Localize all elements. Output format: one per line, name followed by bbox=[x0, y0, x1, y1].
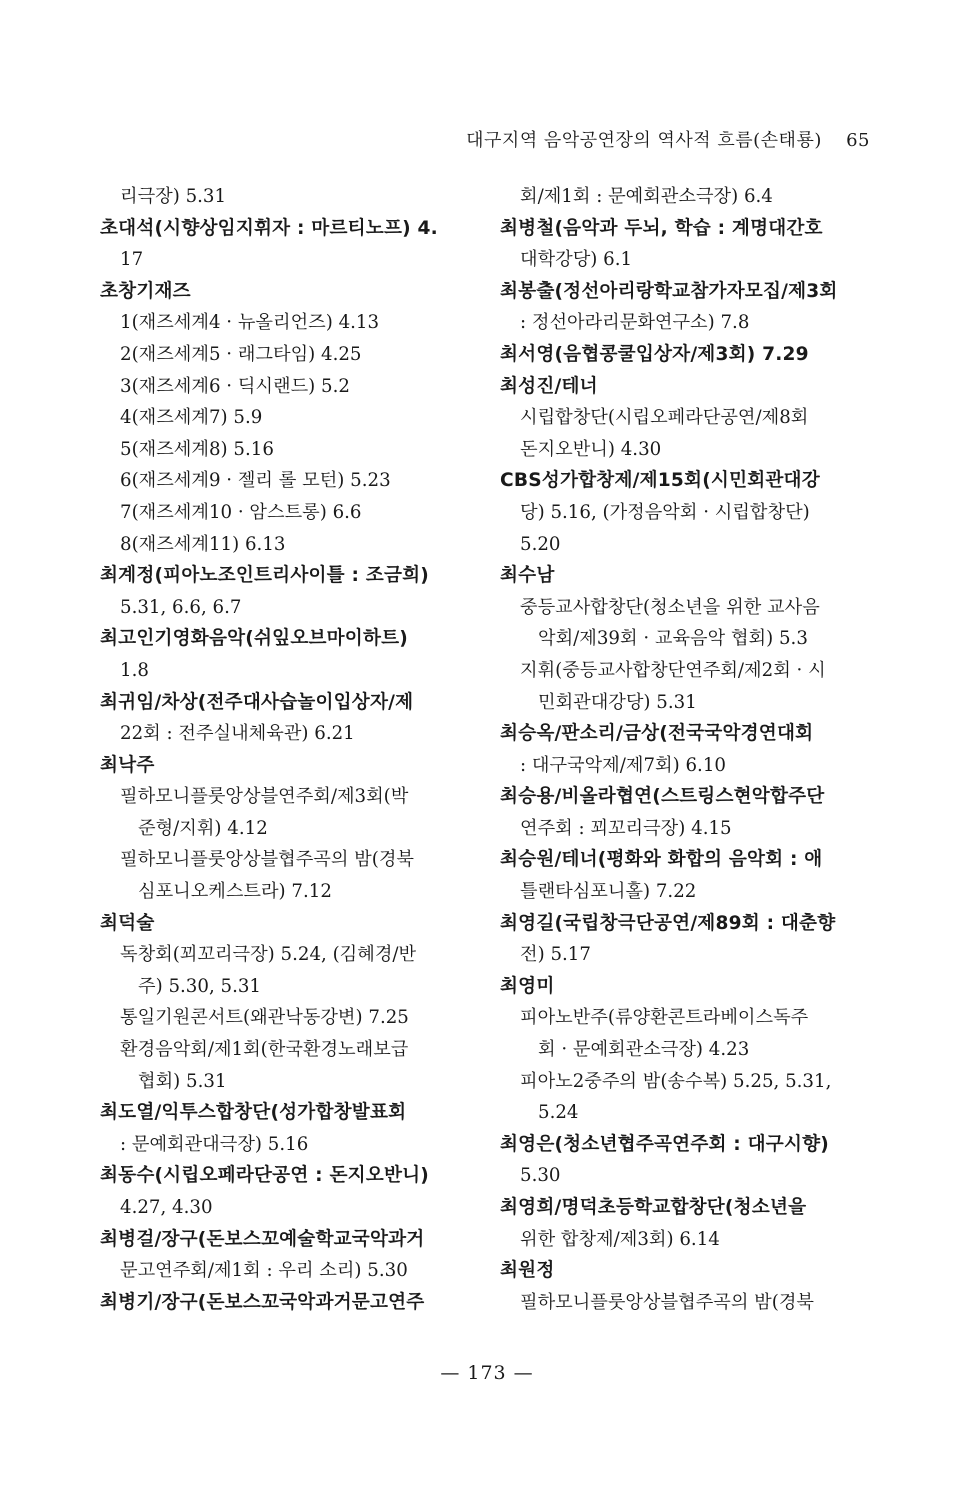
index-entry-line: 8(재즈세계11) 6.13 bbox=[120, 533, 286, 555]
index-entry-heading: 최서영(음협콩쿨입상자/제3회) 7.29 bbox=[500, 343, 809, 365]
index-entry-heading: 최도열/익투스합창단(성가합창발표회 bbox=[100, 1102, 407, 1124]
index-entry-line: 22회 : 전주실내체육관) 6.21 bbox=[120, 723, 355, 745]
index-entry-line: 3(재즈세계6 · 딕시랜드) 5.2 bbox=[120, 375, 350, 397]
header-page-number: 65 bbox=[846, 130, 870, 151]
index-entry-heading: 최수남 bbox=[500, 565, 555, 587]
index-entry-line: 준형/지휘) 4.12 bbox=[138, 817, 268, 839]
index-entry-line: 필하모니플룻앙상블협주곡의 밤(경북 bbox=[120, 849, 414, 871]
index-entry-heading: 초창기재즈 bbox=[100, 280, 191, 302]
index-entry-line: 5.20 bbox=[520, 533, 561, 555]
index-entry-line: 악회/제39회 · 교육음악 협회) 5.3 bbox=[538, 628, 808, 650]
index-entry-line: 7(재즈세계10 · 암스트롱) 6.6 bbox=[120, 501, 362, 523]
index-entry-heading: 최승원/테너(평화와 화합의 음악회 : 애 bbox=[500, 849, 823, 871]
index-entry-heading: 최영미 bbox=[500, 975, 555, 997]
index-entry-heading: 최고인기영화음악(쉬잎오브마이하트) bbox=[100, 628, 408, 650]
index-entry-line: : 문예회관대극장) 5.16 bbox=[120, 1133, 309, 1155]
index-entry-line: 위한 합창제/제3회) 6.14 bbox=[520, 1228, 720, 1250]
index-entry-line: 당) 5.16, (가정음악회 · 시립합창단) bbox=[520, 501, 810, 523]
index-entry-line: 1(재즈세계4 · 뉴올리언즈) 4.13 bbox=[120, 312, 380, 334]
page-footer bbox=[0, 1362, 974, 1384]
index-entry-heading: 최봉출(정선아리랑학교참가자모집/제3회 bbox=[500, 280, 838, 302]
index-entry-heading: 최영희/명덕초등학교합창단(청소년을 bbox=[500, 1197, 807, 1218]
index-entry-heading: 최영길(국립창극단공연/제89회 : 대춘향 bbox=[500, 912, 836, 934]
index-entry-heading: 최병철(음악과 두뇌, 학습 : 계명대간호 bbox=[500, 217, 823, 239]
index-entry-line: 4.27, 4.30 bbox=[120, 1197, 213, 1218]
index-entry-heading: 최계정(피아노조인트리사이틀 : 조금희) bbox=[100, 565, 429, 587]
header-title: 대구지역 음악공연장의 역사적 흐름(손태룡) bbox=[466, 130, 822, 151]
index-entry-heading: 최성진/테너 bbox=[500, 375, 598, 397]
index-entry-line: 시립합창단(시립오페라단공연/제8회 bbox=[520, 407, 809, 429]
index-entry-line: 독창회(꾀꼬리극장) 5.24, (김혜경/반 bbox=[120, 944, 417, 966]
index-entry-heading: 최병기/장구(돈보스꼬국악과거문고연주 bbox=[100, 1291, 425, 1313]
index-entry-line: : 정선아라리문화연구소) 7.8 bbox=[520, 312, 750, 334]
index-entry-line: 6(재즈세계9 · 젤리 롤 모턴) 5.23 bbox=[120, 470, 391, 492]
index-entry-heading: 최원정 bbox=[500, 1260, 555, 1282]
index-entry-line: 대학강당) 6.1 bbox=[520, 249, 633, 271]
index-entry-heading: 최귀임/차상(전주대사습놀이입상자/제 bbox=[100, 691, 414, 713]
index-entry-heading: 최병걸/장구(돈보스꼬예술학교국악과거 bbox=[100, 1228, 425, 1250]
index-entry-line: 리극장) 5.31 bbox=[120, 186, 227, 207]
left-column bbox=[100, 181, 470, 1318]
index-entry-line: 연주회 : 꾀꼬리극장) 4.15 bbox=[520, 817, 732, 839]
index-entry-line: 돈지오반니) 4.30 bbox=[520, 438, 662, 460]
index-entry-heading: CBS성가합창제/제15회(시민회관대강 bbox=[500, 470, 820, 492]
index-entry-line: 문고연주회/제1회 : 우리 소리) 5.30 bbox=[120, 1260, 408, 1282]
index-entry-line: 피아노반주(류양환콘트라베이스독주 bbox=[520, 1007, 809, 1029]
index-entry-line: 필하모니플룻앙상블협주곡의 밤(경북 bbox=[520, 1291, 814, 1313]
index-entry-line: 피아노2중주의 밤(송수복) 5.25, 5.31, bbox=[520, 1070, 832, 1092]
index-entry-line: 필하모니플룻앙상블연주회/제3회(박 bbox=[120, 786, 409, 808]
footer-page-number: — 173 — bbox=[440, 1362, 534, 1384]
index-entry-heading: 초대석(시향상임지휘자 : 마르티노프) 4. bbox=[100, 217, 438, 239]
index-entry-line: 5(재즈세계8) 5.16 bbox=[120, 438, 274, 460]
index-entry-line: 틀랜타심포니홀) 7.22 bbox=[520, 881, 697, 903]
index-entry-line: 통일기원콘서트(왜관낙동강변) 7.25 bbox=[120, 1007, 409, 1029]
index-entry-line: 전) 5.17 bbox=[520, 944, 591, 966]
index-entry-line: 5.24 bbox=[538, 1102, 579, 1124]
index-entry-line: 회 · 문예회관소극장) 4.23 bbox=[538, 1039, 750, 1061]
index-entry-line: 지휘(중등교사합창단연주회/제2회 · 시 bbox=[520, 659, 826, 681]
index-entry-line: 2(재즈세계5 · 래그타임) 4.25 bbox=[120, 343, 362, 365]
index-entry-line: 회/제1회 : 문예회관소극장) 6.4 bbox=[520, 186, 773, 207]
index-entry-line: 심포니오케스트라) 7.12 bbox=[138, 881, 332, 903]
right-column bbox=[500, 181, 870, 1318]
index-entry-heading: 최덕술 bbox=[100, 912, 155, 934]
running-header bbox=[466, 126, 870, 152]
index-entry-heading: 최승용/비올라협연(스트링스현악합주단 bbox=[500, 786, 825, 808]
index-entry-line: 민회관대강당) 5.31 bbox=[538, 691, 697, 713]
index-entry-heading: 최동수(시립오페라단공연 : 돈지오반니) bbox=[100, 1165, 429, 1187]
index-entry-line: 17 bbox=[120, 249, 144, 271]
index-entry-line: 협회) 5.31 bbox=[138, 1070, 227, 1092]
index-entry-heading: 최승옥/판소리/금상(전국국악경연대회 bbox=[500, 723, 814, 745]
index-entry-heading: 최영은(청소년협주곡연주회 : 대구시향) bbox=[500, 1133, 829, 1155]
index-entry-line: 4(재즈세계7) 5.9 bbox=[120, 407, 263, 429]
index-entry-heading: 최낙주 bbox=[100, 754, 155, 776]
index-entry-line: 5.30 bbox=[520, 1165, 561, 1187]
index-entry-line: 환경음악회/제1회(한국환경노래보급 bbox=[120, 1039, 409, 1061]
index-entry-line: 주) 5.30, 5.31 bbox=[138, 975, 261, 997]
index-entry-line: 1.8 bbox=[120, 659, 149, 681]
index-entry-line: 중등교사합창단(청소년을 위한 교사음 bbox=[520, 596, 820, 618]
index-entry-line: : 대구국악제/제7회) 6.10 bbox=[520, 754, 726, 776]
index-entry-line: 5.31, 6.6, 6.7 bbox=[120, 596, 242, 618]
